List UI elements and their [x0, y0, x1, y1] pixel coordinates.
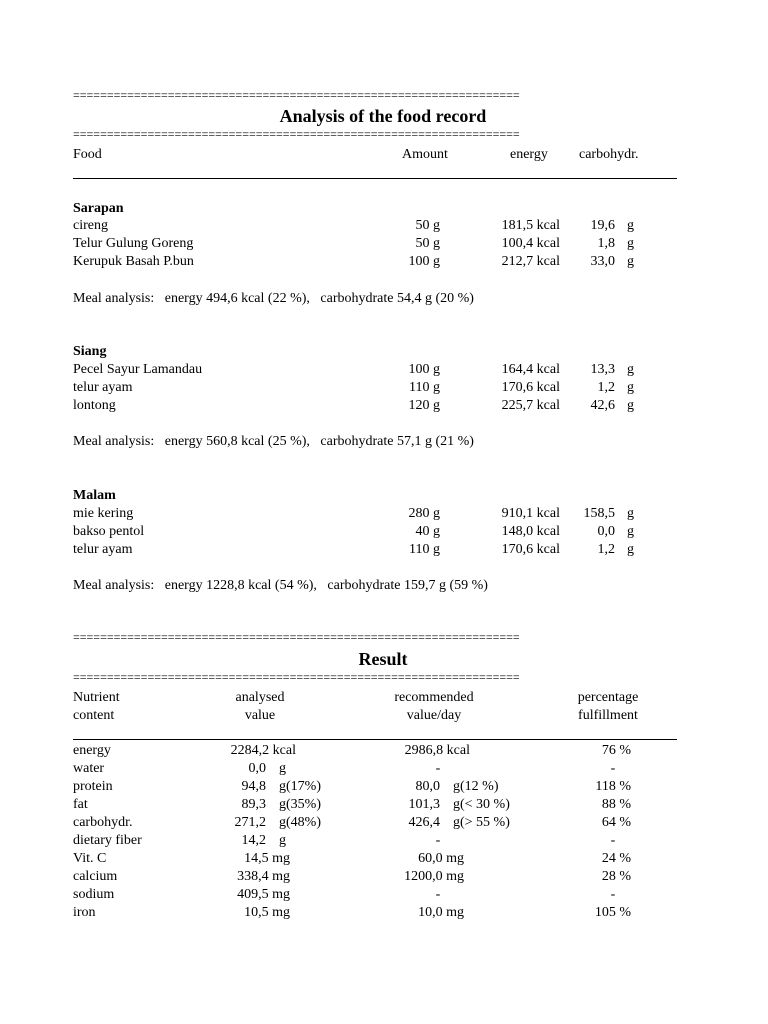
food-name: telur ayam [73, 380, 133, 395]
food-carbohydrate-unit: g [627, 254, 634, 269]
fulfillment-percent: 105 % [594, 905, 631, 920]
meal-analysis: Meal analysis: energy 560,8 kcal (25 %), carbohydrate 57,1 g (21 %) [73, 434, 474, 449]
recommended-unit: g(12 %) [453, 779, 499, 794]
food-name: bakso pentol [73, 524, 145, 539]
food-amount: 50 g [415, 218, 440, 233]
food-energy: 164,4 kcal [501, 362, 560, 377]
food-energy: 181,5 kcal [501, 218, 560, 233]
food-energy: 212,7 kcal [501, 254, 560, 269]
food-carbohydrate: 42,6 [590, 398, 615, 413]
food-carbohydrate-unit: g [627, 398, 634, 413]
result-header-recommended: recommended [394, 690, 474, 705]
analysed-value: 14,2 [241, 833, 266, 848]
meal-analysis: Meal analysis: energy 494,6 kcal (22 %), carbohydrate 54,4 g (20 %) [73, 291, 474, 306]
recommended-value: 1200,0 mg [404, 869, 464, 884]
food-carbohydrate: 1,8 [597, 236, 615, 251]
fulfillment-percent: 118 % [595, 779, 631, 794]
result-header-nutrient: Nutrient [73, 690, 120, 705]
food-energy: 148,0 kcal [501, 524, 560, 539]
analysed-value: 338,4 mg [237, 869, 290, 884]
nutrient-name: protein [73, 779, 113, 794]
recommended-value: - [435, 761, 441, 776]
recommended-value: 426,4 [408, 815, 440, 830]
analysed-value: 409,5 mg [237, 887, 290, 902]
fulfillment-percent: - [610, 833, 616, 848]
food-carbohydrate: 33,0 [590, 254, 615, 269]
result-header-content: content [73, 708, 115, 723]
food-carbohydrate-unit: g [627, 362, 634, 377]
analysed-value: 2284,2 kcal [230, 743, 296, 758]
page-title: Analysis of the food record [279, 106, 487, 126]
meal-name: Malam [73, 488, 116, 503]
food-carbohydrate: 13,3 [590, 362, 615, 377]
recommended-value: - [435, 887, 441, 902]
fulfillment-percent: - [610, 761, 616, 776]
food-carbohydrate: 19,6 [590, 218, 615, 233]
food-carbohydrate-unit: g [627, 236, 634, 251]
food-name: lontong [73, 398, 116, 413]
meal-name: Sarapan [73, 201, 124, 216]
food-energy: 170,6 kcal [501, 542, 560, 557]
food-amount: 100 g [408, 362, 440, 377]
food-carbohydrate: 158,5 [583, 506, 615, 521]
analysed-value: 0,0 [248, 761, 266, 776]
food-energy: 225,7 kcal [501, 398, 560, 413]
column-header-amount: Amount [402, 147, 448, 162]
food-carbohydrate: 1,2 [597, 542, 615, 557]
result-title: Result [358, 649, 408, 669]
nutrient-name: calcium [73, 869, 118, 884]
result-header-analysed: analysed [235, 690, 285, 705]
nutrient-name: water [73, 761, 105, 776]
food-name: cireng [73, 218, 108, 233]
food-name: Kerupuk Basah P.bun [73, 254, 194, 269]
analysed-unit: g [279, 761, 286, 776]
food-amount: 120 g [408, 398, 440, 413]
nutrient-name: dietary fiber [73, 833, 142, 848]
recommended-value: 80,0 [415, 779, 440, 794]
food-amount: 50 g [415, 236, 440, 251]
recommended-value: 2986,8 kcal [404, 743, 470, 758]
meal-analysis: Meal analysis: energy 1228,8 kcal (54 %), carbohydrate 159,7 g (59 %) [73, 578, 488, 593]
nutrient-name: energy [73, 743, 111, 758]
meal-name: Siang [73, 344, 107, 359]
fulfillment-percent: 64 % [601, 815, 631, 830]
food-name: Telur Gulung Goreng [73, 236, 194, 251]
analysed-value: 94,8 [241, 779, 266, 794]
result-header-value-day: value/day [406, 708, 462, 723]
food-energy: 100,4 kcal [501, 236, 560, 251]
header-divider [73, 178, 677, 179]
column-header-carbohydrate: carbohydr. [579, 147, 639, 162]
fulfillment-percent: - [610, 887, 616, 902]
food-amount: 40 g [415, 524, 440, 539]
fulfillment-percent: 24 % [601, 851, 631, 866]
food-carbohydrate-unit: g [627, 524, 634, 539]
analysed-value: 10,5 mg [244, 905, 290, 920]
recommended-value: - [435, 833, 441, 848]
food-carbohydrate-unit: g [627, 218, 634, 233]
food-carbohydrate-unit: g [627, 542, 634, 557]
food-energy: 910,1 kcal [501, 506, 560, 521]
food-carbohydrate: 1,2 [597, 380, 615, 395]
result-header-percentage: percentage [577, 690, 639, 705]
nutrient-name: iron [73, 905, 96, 920]
recommended-value: 60,0 mg [418, 851, 464, 866]
analysed-unit: g [279, 833, 286, 848]
nutrient-name: fat [73, 797, 88, 812]
food-energy: 170,6 kcal [501, 380, 560, 395]
result-header-fulfillment: fulfillment [578, 708, 638, 723]
food-amount: 100 g [408, 254, 440, 269]
food-amount: 110 g [409, 542, 440, 557]
separator-rule: ================================================================== [73, 89, 520, 101]
food-name: telur ayam [73, 542, 133, 557]
fulfillment-percent: 28 % [601, 869, 631, 884]
nutrient-name: Vit. C [73, 851, 107, 866]
food-amount: 280 g [408, 506, 440, 521]
analysed-unit: g(48%) [279, 815, 321, 830]
recommended-value: 101,3 [408, 797, 440, 812]
result-header-value: value [244, 708, 276, 723]
analysed-value: 271,2 [234, 815, 266, 830]
food-carbohydrate-unit: g [627, 506, 634, 521]
food-carbohydrate: 0,0 [597, 524, 615, 539]
result-header-divider [73, 739, 677, 740]
analysed-value: 89,3 [241, 797, 266, 812]
nutrient-name: carbohydr. [73, 815, 133, 830]
analysed-unit: g(17%) [279, 779, 321, 794]
analysed-value: 14,5 mg [244, 851, 290, 866]
food-carbohydrate-unit: g [627, 380, 634, 395]
food-name: Pecel Sayur Lamandau [73, 362, 203, 377]
food-name: mie kering [73, 506, 134, 521]
recommended-unit: g(< 30 %) [453, 797, 510, 812]
separator-rule: ================================================================== [73, 671, 520, 683]
nutrient-name: sodium [73, 887, 115, 902]
recommended-unit: g(> 55 %) [453, 815, 510, 830]
recommended-value: 10,0 mg [418, 905, 464, 920]
column-header-energy: energy [510, 147, 548, 162]
separator-rule: ================================================================== [73, 128, 520, 140]
food-amount: 110 g [409, 380, 440, 395]
column-header-food: Food [73, 147, 102, 162]
analysed-unit: g(35%) [279, 797, 321, 812]
separator-rule: ================================================================== [73, 631, 520, 643]
fulfillment-percent: 88 % [601, 797, 631, 812]
fulfillment-percent: 76 % [601, 743, 631, 758]
